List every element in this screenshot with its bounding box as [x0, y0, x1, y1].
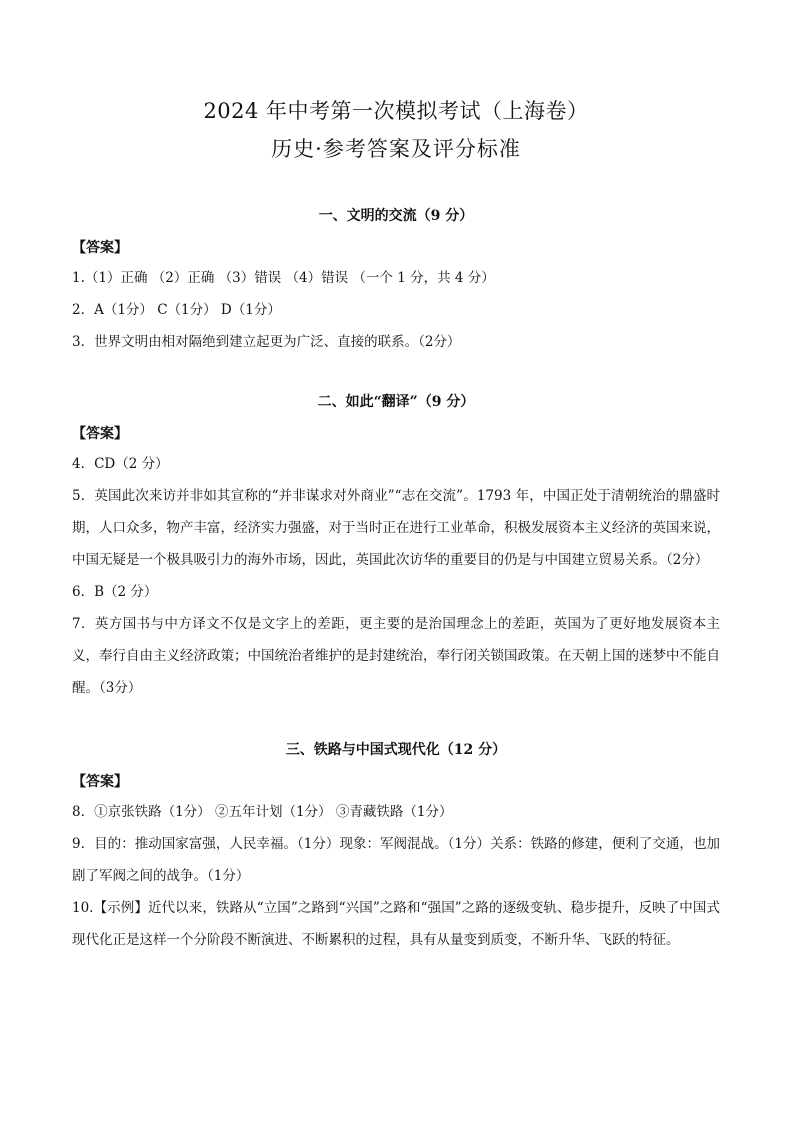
document-subtitle: 历史·参考答案及评分标准 [271, 137, 521, 161]
section-heading: 一、文明的交流（9 分） [318, 208, 474, 224]
answer-line-6: 6．B（2 分） [72, 584, 158, 600]
answer-label: 【答案】 [72, 240, 128, 256]
answer-line-4: 4．CD（2 分） [72, 456, 169, 472]
answer-line-5: 5．英国此次来访并非如其宣称的“并非谋求对外商业”“志在交流”。1793 年，中国正处于清朝统治的鼎盛时期，人口众多，物产丰富，经济实力强盛，对于当时正在进行工业革命，积极发展资本主义经济的英国来说，中国无疑是一个极具吸引力的海外市场，因此，英国此次访华的重要目的仍是与中国建立贸易关系。（2分） [72, 488, 720, 568]
answer-line-7: 7．英方国书与中方译文不仅是文字上的差距，更主要的是治国理念上的差距，英国为了更好地发展资本主义，奉行自由主义经济政策；中国统治者维护的是封建统治，奉行闭关锁国政策。在天朝上国的迷梦中不能自醒。（3分） [72, 616, 720, 696]
section-1 [72, 206, 720, 358]
answer-line-8: 8．①京张铁路（1分） ②五年计划（1分） ③青藏铁路（1分） [72, 804, 453, 820]
answer-line-2: 2．A（1分） C（1分） D（1分） [72, 302, 281, 318]
document-title: 2024 年中考第一次模拟考试（上海卷） [203, 99, 589, 123]
section-heading: 三、铁路与中国式现代化（12 分） [285, 742, 507, 758]
answer-label: 【答案】 [72, 774, 128, 790]
section-2 [72, 392, 720, 704]
answer-line-9: 9．目的：推动国家富强，人民幸福。（1分）现象：军阀混战。（1分）关系：铁路的修建，便利了交通，也加剧了军阀之间的战争。（1分） [72, 836, 720, 884]
answer-line-3: 3．世界文明由相对隔绝到建立起更为广泛、直接的联系。（2分） [72, 334, 461, 350]
answer-line-1: 1.（1）正确 （2）正确 （3）错误 （4）错误 （一个 1 分，共 4 分） [72, 270, 495, 286]
answer-label: 【答案】 [72, 426, 128, 442]
section-heading: 二、如此“翻译”（9 分） [317, 394, 475, 410]
section-3 [72, 740, 720, 956]
answer-line-10: 10.【示例】近代以来，铁路从“立国”之路到“兴国”之路和“强国”之路的逐级变轨、稳步提升，反映了中国式现代化正是这样一个分阶段不断演进、不断累积的过程，具有从量变到质变，不断升华、飞跃的特征。 [72, 900, 720, 948]
